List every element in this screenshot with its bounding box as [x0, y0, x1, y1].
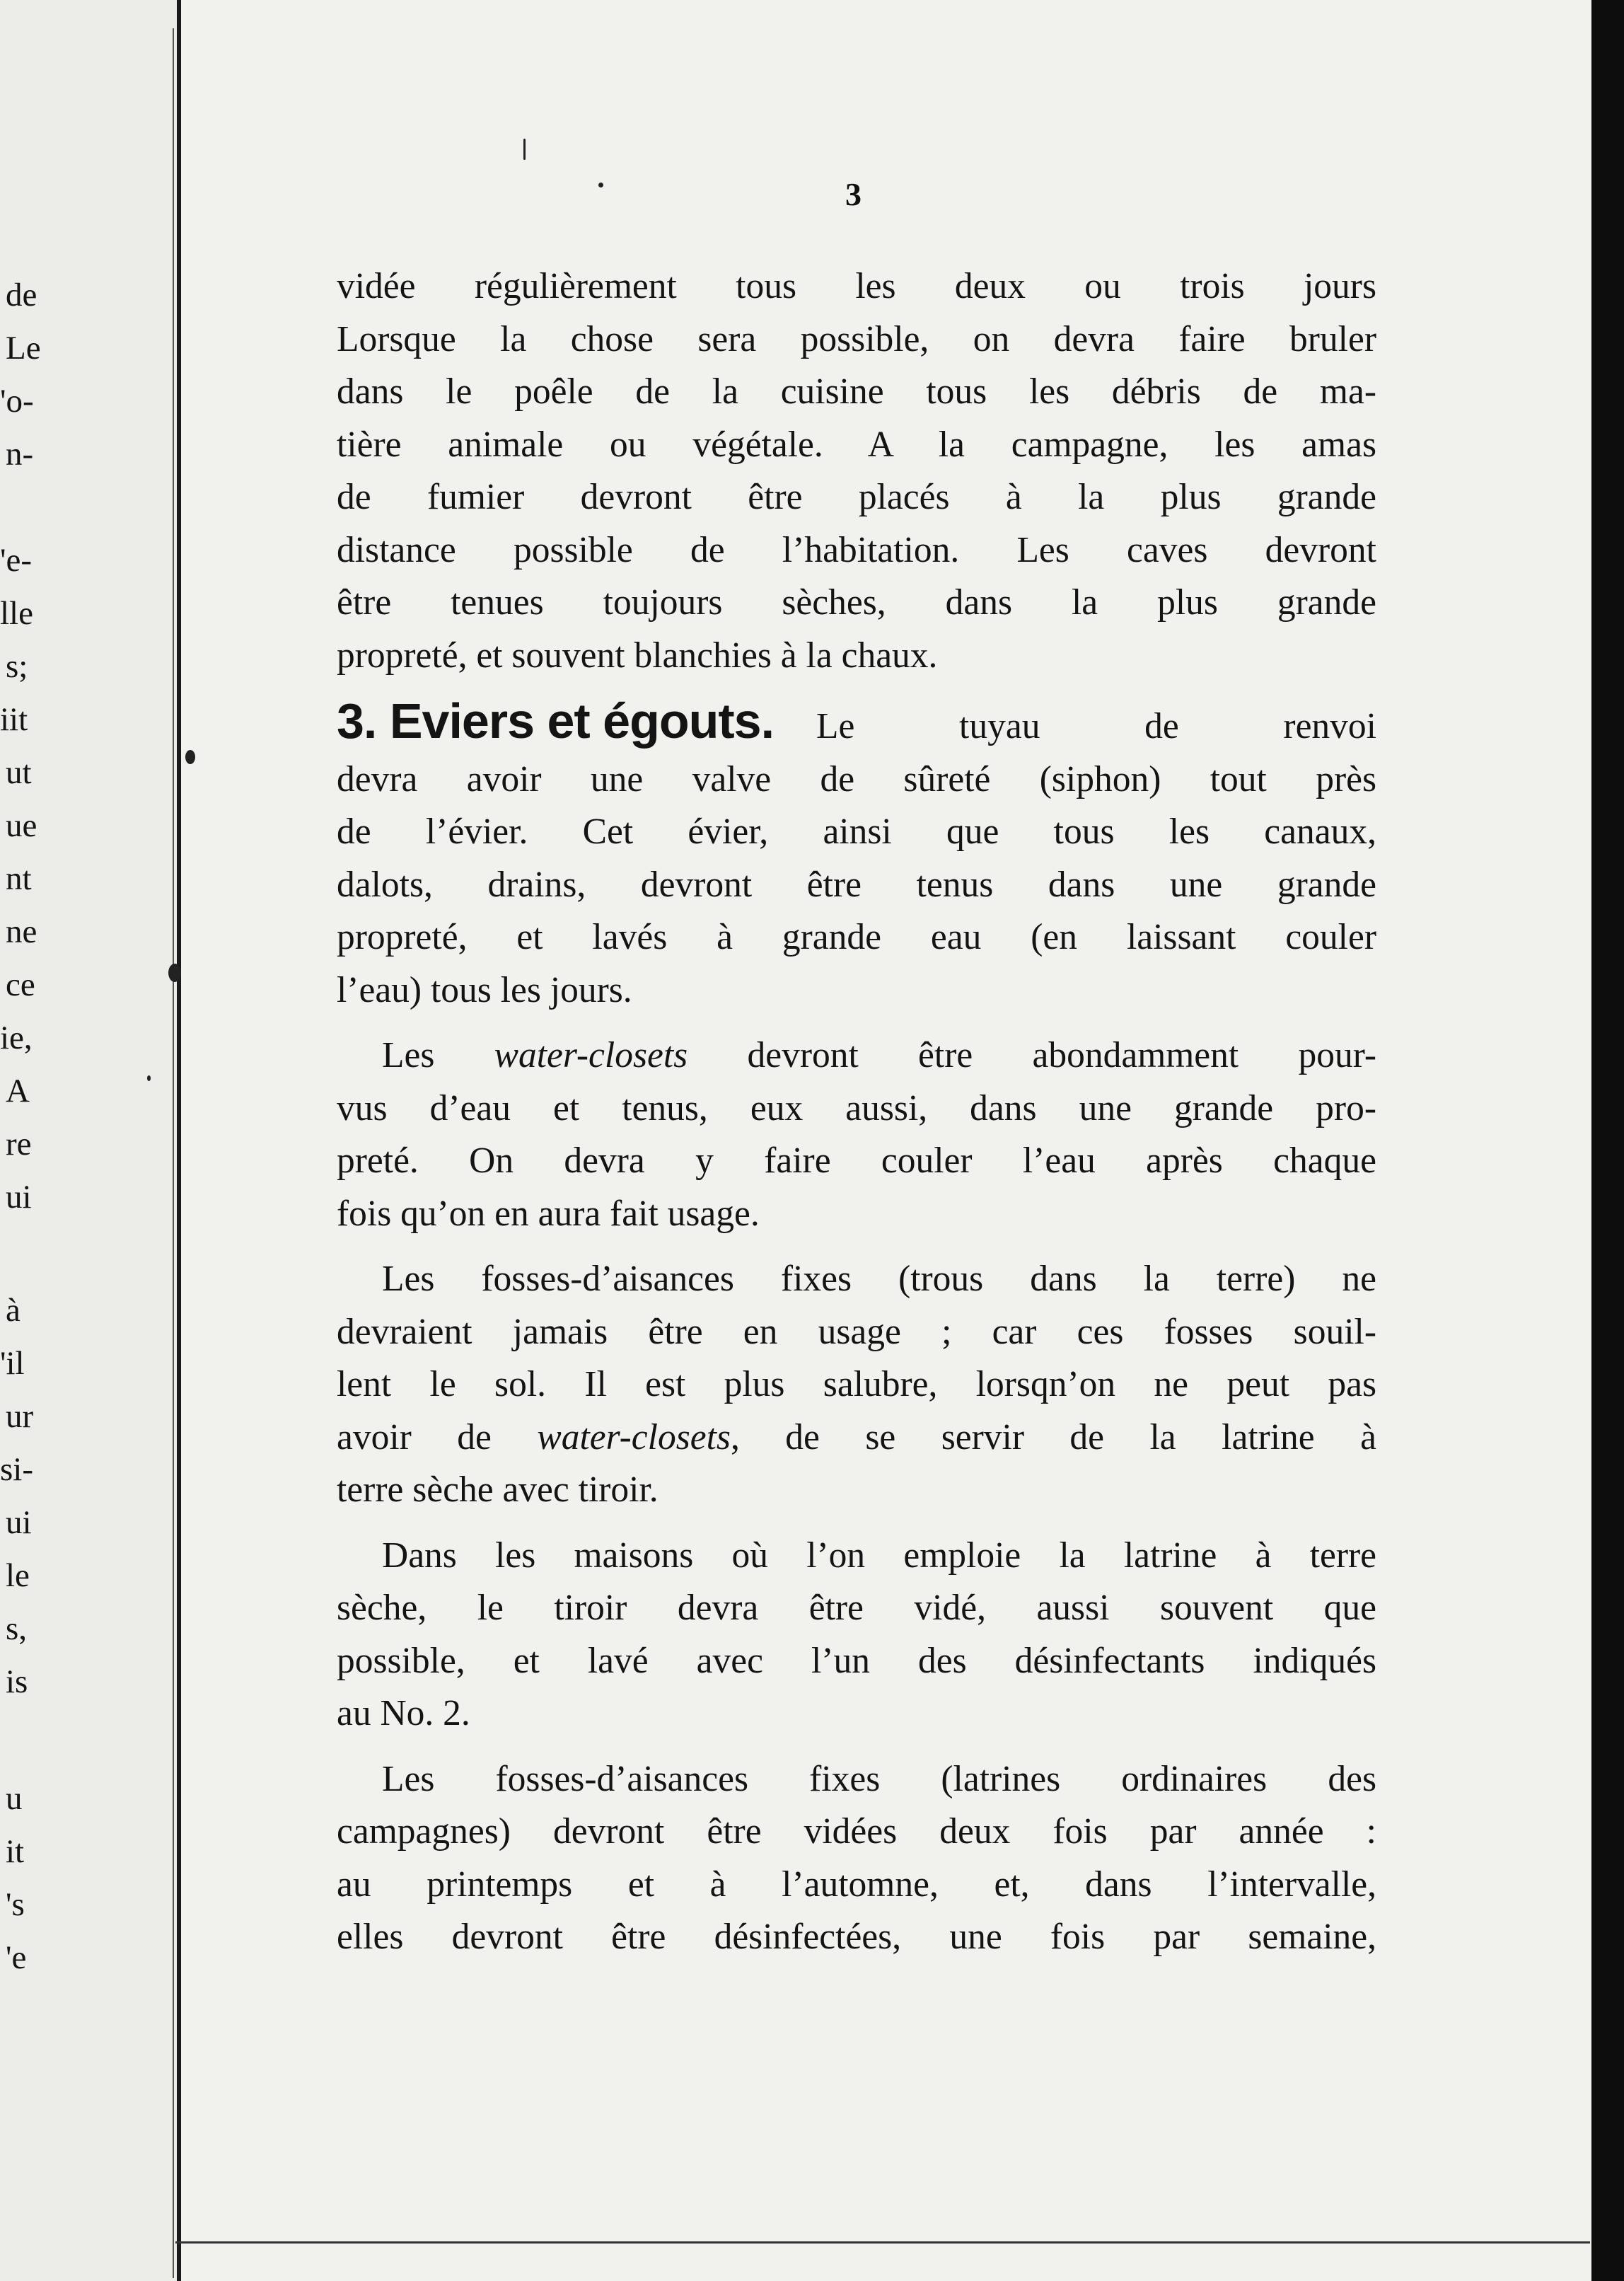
left-page-fragment: s;	[6, 648, 28, 685]
paragraph-4	[337, 1253, 1376, 1517]
left-page-fragment: Le	[6, 330, 41, 366]
left-page-fragment: iit	[0, 701, 28, 738]
text-line: elles devront être désinfectées, une fois par semaine,	[337, 1917, 1376, 1957]
text-line: vidée régulièrement tous les deux ou trois jours	[337, 266, 1376, 306]
left-page-fragment: it	[6, 1833, 25, 1870]
left-page-fragment: ie,	[0, 1020, 33, 1056]
page-body	[337, 260, 1376, 1964]
left-page-fragment: 'e	[6, 1939, 27, 1976]
page-gutter-line	[177, 0, 181, 2281]
scan-speck	[598, 183, 603, 187]
left-page-fragment: 'il	[0, 1345, 25, 1382]
text-line: Lorsque la chose sera possible, on devra faire bruler	[337, 318, 1376, 359]
left-page-fragment: ui	[6, 1504, 32, 1541]
section-heading: 3. Eviers et égouts.	[337, 693, 775, 749]
left-page-fragment: le	[6, 1557, 30, 1594]
left-page-fragment: ne	[6, 913, 37, 950]
scan-speck	[147, 1075, 151, 1081]
left-page-fragment: ce	[6, 966, 35, 1003]
text-line: fois qu’on en aura fait usage.	[337, 1193, 760, 1234]
left-page-fragment: ut	[6, 754, 32, 791]
left-page-fragment: n-	[6, 436, 34, 473]
scan-right-edge	[1591, 0, 1624, 2281]
left-page-fragment: re	[6, 1126, 32, 1162]
left-page-fragment: à	[6, 1292, 21, 1329]
left-page-fragment: 'o-	[0, 383, 34, 420]
section-heading-line	[337, 695, 1376, 753]
paragraph-6	[337, 1753, 1376, 1964]
scan-speck	[168, 964, 181, 982]
text-line: l’eau) tous les jours.	[337, 969, 632, 1010]
left-page-fragment: 'e-	[0, 542, 32, 579]
text-line: avoir de water-closets, de se servir de la latrine à	[337, 1416, 1376, 1457]
page-number: 3	[845, 176, 862, 212]
paragraph-5	[337, 1530, 1376, 1740]
scan-speck	[523, 139, 526, 160]
text-line: vus d’eau et tenus, eux aussi, dans une grande pro-	[337, 1087, 1376, 1128]
left-page-fragment: ue	[6, 807, 37, 844]
text-line: tière animale ou végétale. A la campagne, les amas	[337, 424, 1376, 465]
text-line: être tenues toujours sèches, dans la plus grande	[337, 582, 1376, 623]
scan-speck	[185, 750, 195, 764]
bottom-edge-line	[175, 2241, 1590, 2244]
text-line: possible, et lavé avec l’un des désinfectants indiqués	[337, 1640, 1376, 1681]
text-line: sèche, le tiroir devra être vidé, aussi souvent que	[337, 1588, 1376, 1628]
text-line: propreté, et lavés à grande eau (en laissant couler	[337, 917, 1376, 957]
text-line: campagnes) devront être vidées deux fois par année :	[337, 1811, 1376, 1852]
left-page-margin	[0, 0, 177, 2281]
left-page-fragment: nt	[6, 860, 32, 897]
text-line: terre sèche avec tiroir.	[337, 1469, 659, 1510]
page-fold-shadow	[173, 28, 174, 2278]
text-line: Les water-closets devront être abondamment pour-	[382, 1035, 1377, 1075]
paragraph-2	[337, 753, 1376, 1017]
text-line: propreté, et souvent blanchies à la chaux.	[337, 635, 938, 676]
paragraph-3	[337, 1029, 1376, 1240]
text-line: devra avoir une valve de sûreté (siphon) tout près	[337, 758, 1376, 799]
left-page-fragment: si-	[0, 1451, 33, 1488]
text-line: de fumier devront être placés à la plus grande	[337, 477, 1376, 517]
left-page-fragment: A	[6, 1073, 30, 1109]
text-line: dalots, drains, devront être tenus dans une grande	[337, 864, 1376, 905]
left-page-fragment: 's	[6, 1886, 25, 1923]
text-line: Les fosses-d’aisances fixes (latrines ordinaires des	[382, 1758, 1376, 1799]
text-line: lent le sol. Il est plus salubre, lorsqn’on ne peut pas	[337, 1364, 1376, 1404]
left-page-fragment: u	[6, 1780, 23, 1817]
text-line: Les fosses-d’aisances fixes (trous dans la terre) ne	[382, 1259, 1376, 1299]
paragraph-1	[337, 260, 1376, 682]
left-page-fragment: de	[6, 277, 37, 313]
text-line: de l’évier. Cet évier, ainsi que tous les canaux,	[337, 812, 1376, 852]
text-line: dans le poêle de la cuisine tous les débris de ma-	[337, 371, 1376, 412]
text-line: devraient jamais être en usage ; car ces fosses souil-	[337, 1311, 1376, 1352]
text-line: distance possible de l’habitation. Les caves devront	[337, 529, 1376, 570]
left-page-fragment: is	[6, 1663, 28, 1700]
left-page-fragment: ui	[6, 1179, 32, 1215]
text-line: Dans les maisons où l’on emploie la latrine à terre	[382, 1535, 1376, 1576]
left-page-fragment: s,	[6, 1610, 28, 1647]
left-page-fragment: lle	[0, 595, 33, 632]
text-line: au No. 2.	[337, 1693, 470, 1733]
text-line: preté. On devra y faire couler l’eau après chaque	[337, 1140, 1376, 1181]
text-line: au printemps et à l’automne, et, dans l’intervalle,	[337, 1864, 1376, 1905]
left-page-fragment: ur	[6, 1398, 34, 1435]
text-line: Le tuyau de renvoi	[816, 706, 1376, 746]
